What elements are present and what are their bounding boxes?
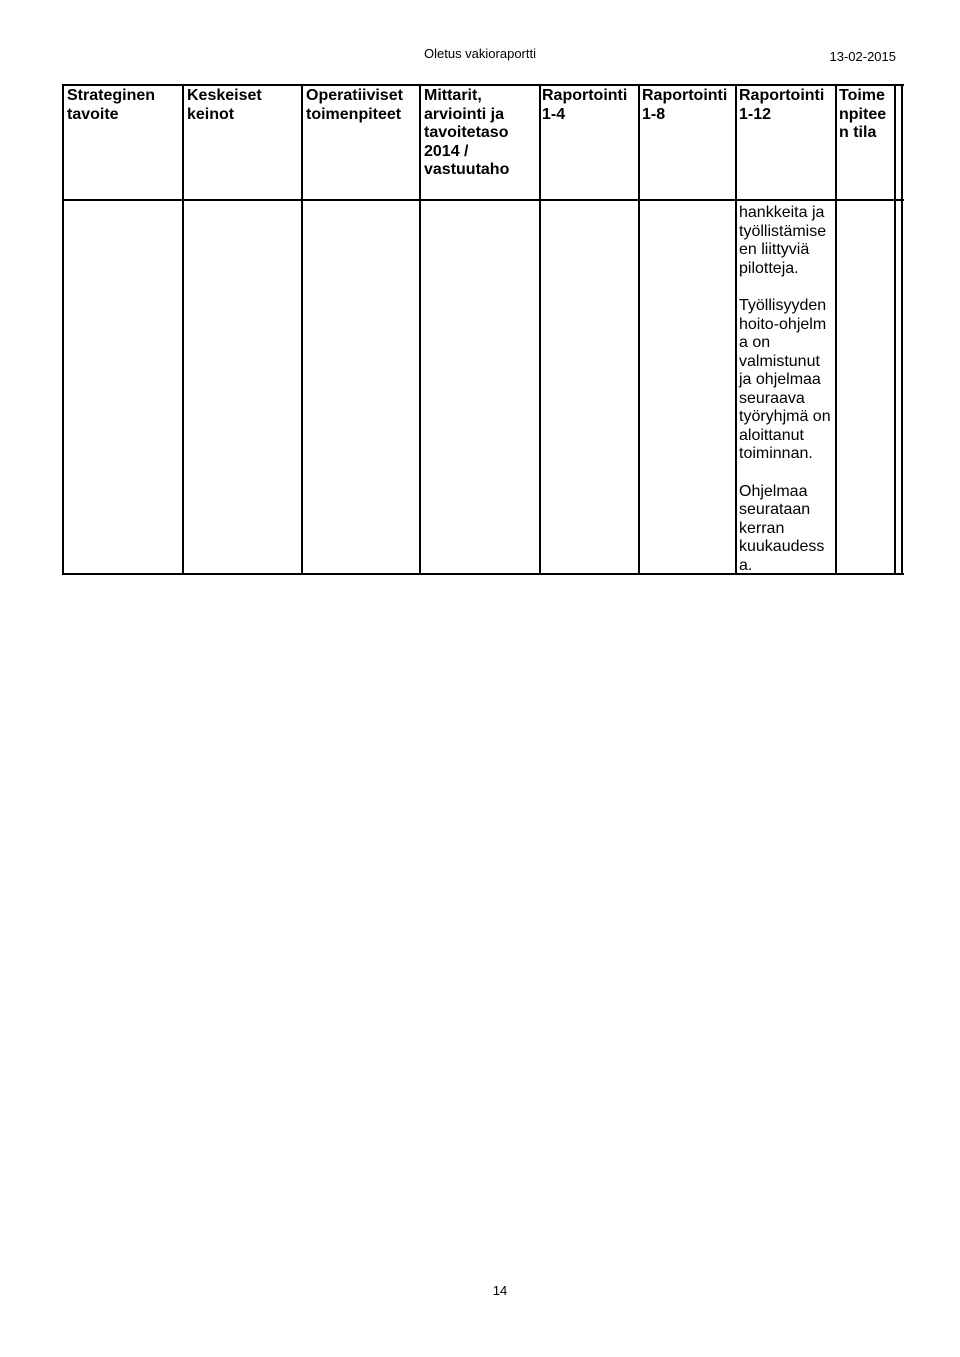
paragraph-tyollisyyden-ohjelma: Työllisyyden hoito-ohjelm a on valmistunut ja ohjelmaa seuraava työryhjmä on aloittanut toiminnan. [739, 297, 831, 462]
col-border-8 [894, 84, 896, 575]
paragraph-hankkeita: hankkeita ja työllistämise en liittyviä pilotteja. [739, 204, 827, 277]
table-top-border [62, 84, 904, 86]
report-date: 13-02-2015 [829, 49, 896, 64]
header-toimenpiteen-tila: Toime npitee n tila [839, 87, 887, 141]
header-keskeiset-keinot: Keskeiset keinot [187, 87, 262, 123]
header-operatiiviset-toimenpiteet: Operatiiviset toimenpiteet [306, 87, 403, 123]
col-border-3 [419, 84, 421, 575]
col-border-4 [539, 84, 541, 575]
col-border-1 [182, 84, 184, 575]
col-border-2 [301, 84, 303, 575]
paragraph-seuranta: Ohjelmaa seurataan kerran kuukaudess a. [739, 482, 825, 574]
report-table [62, 84, 904, 576]
header-raportointi-1-4: Raportointi 1-4 [542, 87, 628, 123]
cell-raportointi-1-12-text [739, 204, 831, 575]
page-number: 14 [492, 1283, 508, 1298]
header-strateginen-tavoite: Strateginen tavoite [67, 87, 156, 123]
header-mittarit: Mittarit, arviointi ja tavoitetaso 2014 / vastuutaho [424, 87, 510, 178]
header-raportointi-1-8: Raportointi 1-8 [642, 87, 728, 123]
report-title: Oletus vakioraportti [424, 46, 536, 61]
header-raportointi-1-12: Raportointi 1-12 [739, 87, 825, 123]
col-border-9 [901, 84, 903, 575]
col-border-5 [638, 84, 640, 575]
col-border-0 [62, 84, 64, 575]
col-border-7 [835, 84, 837, 575]
header-bottom-border [62, 199, 904, 201]
col-border-6 [735, 84, 737, 575]
